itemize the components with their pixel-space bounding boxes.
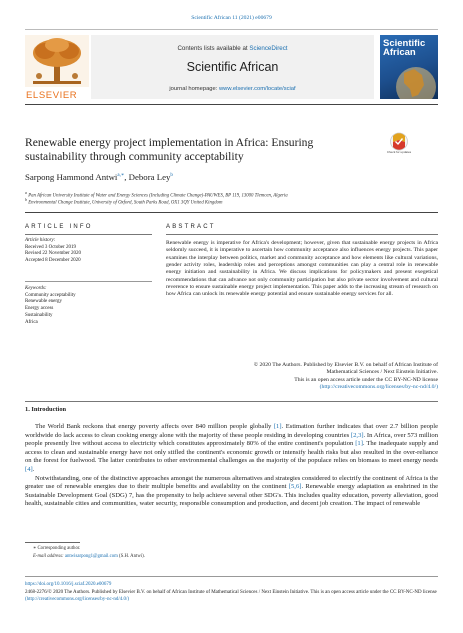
- affiliation-b: [25, 197, 223, 206]
- journal-title: Scientific African: [186, 60, 279, 74]
- history-label: Article history:: [25, 238, 56, 243]
- divider: [25, 212, 438, 213]
- citation-link[interactable]: [4]: [25, 465, 33, 473]
- journal-cover-thumbnail[interactable]: [380, 35, 438, 99]
- homepage-line: [91, 86, 374, 92]
- divider: [25, 234, 152, 235]
- journal-masthead: [25, 29, 438, 105]
- footnote-divider: [25, 542, 80, 543]
- author-name[interactable]: Debora Ley: [128, 172, 171, 182]
- affiliation-text: Pan African University Institute of Water and Energy Sciences (Including Climate Change)-PAUWES, BP 119, 13000 Tlemcen, Algeria: [28, 193, 288, 199]
- history-entry: Accepted 8 December 2020: [25, 258, 81, 264]
- affiliation-mark: a: [25, 190, 27, 195]
- citation-link[interactable]: [2,3]: [350, 431, 364, 439]
- divider: [25, 576, 438, 577]
- footnote-mark: ∗: [33, 546, 37, 551]
- text-run: . In Africa, over 573 million people presently live without access to electricity which constitutes approximately 80% of the entire continent's population: [25, 431, 438, 448]
- doi-link[interactable]: https://doi.org/10.1016/j.sciaf.2020.e00679: [25, 582, 112, 587]
- text-run: . The inadequate supply and access to clean and sustainable energy have not only stifled the continent's economic growth or intensify health risks but also resulted in the over-reliance on the forest for fuelwood. The latter contributes to other environmental challenges as the majority of the populace relies on biomass to meet energy needs: [25, 440, 438, 465]
- paragraph: [25, 423, 438, 475]
- affiliation-text: Environmental Change Institute, University of Oxford, South Parks Road, OX1 3QY United Kingdom: [28, 200, 223, 206]
- affiliation-mark: b: [25, 197, 27, 202]
- keywords: [25, 286, 76, 326]
- introduction-body: [25, 423, 438, 509]
- check-updates-icon: [386, 132, 412, 151]
- cover-title: Scientific African: [383, 38, 426, 58]
- footnote-text: Corresponding author.: [37, 546, 81, 551]
- abstract-heading: ABSTRACT: [166, 224, 216, 230]
- text-run: . Renewable energy adaptation as enshrined in the Sustainable Development Goal (SDG) 7, has the propensity to help achieve several other SDG's. This includes quality education, poverty alleviation, good health, sustainable cities and communities, water security, responsible consumption and production, and decent job creation. The impact of renewable: [25, 483, 438, 508]
- text-run: . Estimation further indicates that over 2.7 billion people worldwide do lack access to clean cooking energy alone with the majority of these people residing in developing countries: [25, 423, 439, 439]
- license-link[interactable]: (http://creativecommons.org/licenses/by-nc-nd/4.0/): [319, 384, 438, 391]
- copyright-line: © 2020 The Authors. Published by Elsevier B.V. on behalf of African Institute of: [253, 362, 438, 368]
- journal-reference[interactable]: Scientific African 11 (2021) e00679: [191, 15, 272, 21]
- text-run: Notwithstanding, one of the distinctive approaches amongst the numerous alternatives and strategies considered to electrify the continent of Africa is the greater use of renewable energies due to their multiple benefits and availability on the continent: [25, 474, 438, 491]
- citation-link[interactable]: [1]: [355, 440, 363, 448]
- author-name[interactable]: Sarpong Hammond Antwi: [25, 172, 118, 182]
- email-note: [33, 554, 145, 559]
- publisher-name: ELSEVIER: [26, 90, 78, 101]
- author-separator: ,: [124, 172, 129, 182]
- author-marks[interactable]: b: [170, 173, 173, 179]
- history-entry: Received 3 October 2019: [25, 244, 76, 250]
- paragraph: [25, 475, 438, 509]
- history-entry: Revised 22 November 2020: [25, 251, 81, 257]
- email-suffix: (S.H. Antwi).: [117, 554, 145, 559]
- divider: [25, 281, 152, 282]
- keyword: Renewable energy: [25, 299, 62, 305]
- journal-header-box: [91, 35, 374, 99]
- email-label: E-mail address:: [33, 554, 65, 559]
- author-marks[interactable]: a,∗: [117, 173, 125, 179]
- copyright-line: This is an open access article under the CC BY-NC-ND license: [294, 376, 438, 383]
- text-run: The World Bank reckons that energy poverty affects over 840 million people globally: [35, 423, 274, 430]
- homepage-link[interactable]: www.elsevier.com/locate/sciaf: [218, 86, 296, 92]
- elsevier-tree-logo: [25, 35, 89, 101]
- keyword: Energy access: [25, 306, 54, 312]
- keyword: Community acceptability: [25, 292, 76, 298]
- article-info-heading: ARTICLE INFO: [25, 224, 93, 230]
- license-footer-link[interactable]: (http://creativecommons.org/licenses/by-nc-nd/4.0/): [25, 597, 130, 602]
- keyword: Sustainability: [25, 312, 53, 318]
- copyright-notice: [214, 362, 438, 391]
- sciencedirect-link[interactable]: ScienceDirect: [249, 45, 288, 52]
- divider: [166, 234, 438, 235]
- keywords-label: Keywords:: [25, 286, 47, 291]
- tree-logo-icon: [25, 35, 89, 87]
- keyword: Africa: [25, 319, 38, 325]
- citation-link[interactable]: [1]: [273, 423, 282, 430]
- email-link[interactable]: antwisarpong1@gmail.com: [64, 554, 118, 559]
- copyright-line: Mathematical Sciences / Next Einstein Initiative.: [326, 369, 438, 376]
- citation-link[interactable]: [5,6]: [288, 483, 302, 491]
- text-run: .: [32, 465, 35, 473]
- divider: [25, 401, 438, 402]
- contents-prefix: Contents lists available at: [177, 45, 250, 52]
- article-title: Renewable energy project implementation in Africa: Ensuring sustainability through community acceptability: [25, 136, 314, 163]
- check-for-updates-button[interactable]: [386, 132, 412, 164]
- author-list: [25, 172, 173, 182]
- section-heading: 1. Introduction: [25, 406, 67, 413]
- article-history: [25, 238, 81, 265]
- license-text: 2468-2276/© 2020 The Authors. Published by Elsevier B.V. on behalf of African Institute of Mathematical Sciences / Next Einstein Initiative. This is an open access article under the CC BY-NC-ND license: [25, 590, 437, 595]
- homepage-prefix: journal homepage:: [169, 86, 219, 92]
- abstract-text: Renewable energy is imperative for Africa's development; however, given that sustainable energy projects in Africa seldomly succeed, it is imperative to ascertain how community acceptance also influences energy projects. This paper examines the interplay between politics, market and community acceptance and how elements like cultural variations, gender activity roles, leadership roles and perceptions amongst communities can play a central role in renewable energy initiation and sustainability in Africa. We discuss implications for policymakers and present exegetical recommendations that can advance not only community participation but also private sector involvement and cultural reverence to ensure sustainable energy project implementation. This paper adds to the increasing stream of research on how Africa can unlock its renewable energy potential and ensure sustainable energy services for all.: [166, 240, 438, 298]
- corresponding-author-note: [33, 546, 80, 551]
- license-footer: [25, 589, 438, 603]
- contents-line: [91, 45, 374, 52]
- check-updates-label: Check for updates: [386, 150, 412, 154]
